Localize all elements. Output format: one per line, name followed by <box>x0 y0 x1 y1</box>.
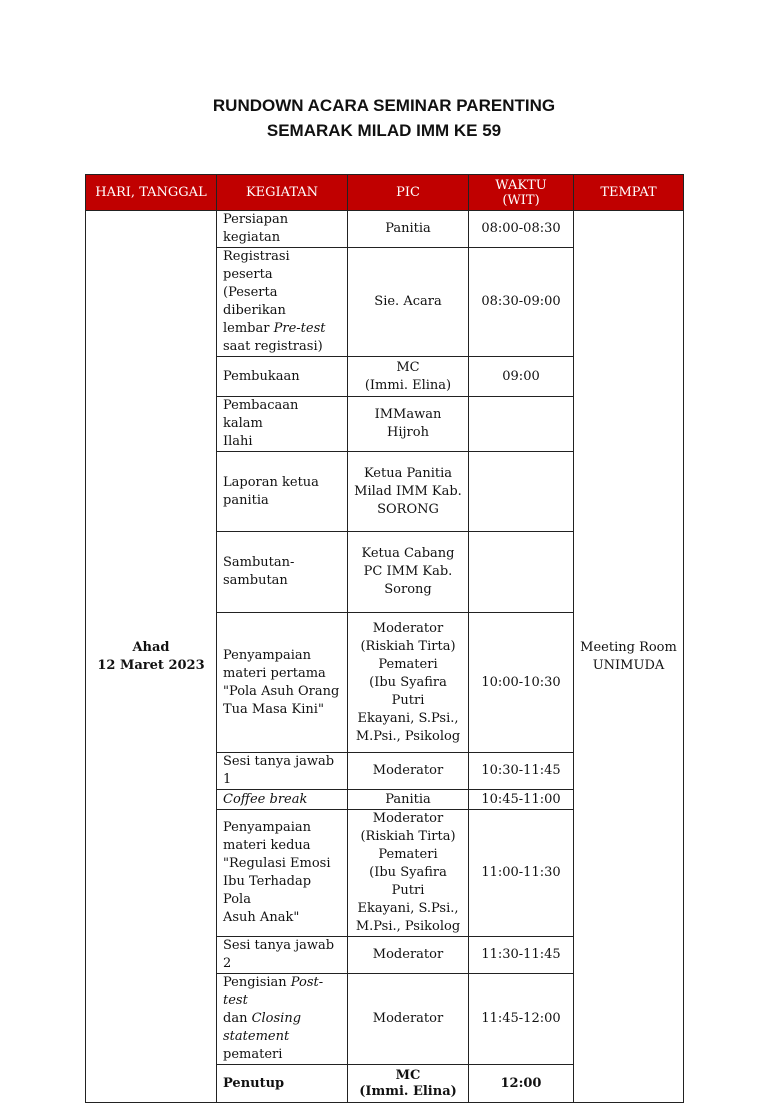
document-title-line2: SEMARAK MILAD IMM KE 59 <box>266 121 502 140</box>
activity-cell: Sesi tanya jawab 2 <box>217 937 348 974</box>
day-date-cell <box>86 211 217 1103</box>
activity-cell: Penutup <box>217 1065 348 1103</box>
table-row <box>86 211 684 248</box>
pic-cell: Sie. Acara <box>348 248 469 357</box>
pic-cell: Moderator (Riskiah Tirta) Pemateri (Ibu Syafira Putri Ekayani, S.Psi., M.Psi., Psikolog <box>348 810 469 937</box>
rundown-table <box>85 174 684 1103</box>
time-cell: 11:00-11:30 <box>469 810 574 937</box>
pic-cell: Moderator <box>348 753 469 790</box>
pic-cell: Moderator <box>348 974 469 1065</box>
place-cell: Meeting Room UNIMUDA <box>574 211 684 1103</box>
time-cell: 10:45-11:00 <box>469 790 574 810</box>
activity-cell: Penyampaian materi pertama "Pola Asuh Orang Tua Masa Kini" <box>217 613 348 753</box>
header-time: WAKTU (WIT) <box>469 175 574 211</box>
activity-cell: Registrasi peserta (Peserta diberikan lembar Pre-test saat registrasi) <box>217 248 348 357</box>
activity-cell: Coffee break <box>217 790 348 810</box>
pic-cell: MC (Immi. Elina) <box>348 1065 469 1103</box>
pic-cell: Moderator <box>348 937 469 974</box>
activity-cell: Pengisian Post-test dan Closing statement pemateri <box>217 974 348 1065</box>
day-name: Ahad <box>132 639 170 655</box>
time-cell <box>469 397 574 452</box>
header-place: TEMPAT <box>574 175 684 211</box>
activity-cell: Pembukaan <box>217 357 348 397</box>
time-cell <box>469 532 574 613</box>
pic-cell: IMMawan Hijroh <box>348 397 469 452</box>
document-title-line1: RUNDOWN ACARA SEMINAR PARENTING <box>212 96 556 115</box>
activity-cell: Persiapan kegiatan <box>217 211 348 248</box>
pic-cell: Panitia <box>348 211 469 248</box>
pic-cell: Panitia <box>348 790 469 810</box>
header-day: HARI, TANGGAL <box>86 175 217 211</box>
time-cell: 08:00-08:30 <box>469 211 574 248</box>
activity-cell: Laporan ketua panitia <box>217 452 348 532</box>
activity-cell: Sesi tanya jawab 1 <box>217 753 348 790</box>
day-date: 12 Maret 2023 <box>97 657 205 673</box>
header-pic: PIC <box>348 175 469 211</box>
time-cell <box>469 452 574 532</box>
time-cell: 11:30-11:45 <box>469 937 574 974</box>
time-cell: 10:00-10:30 <box>469 613 574 753</box>
activity-cell: Pembacaan kalam Ilahi <box>217 397 348 452</box>
time-cell: 09:00 <box>469 357 574 397</box>
time-cell: 10:30-11:45 <box>469 753 574 790</box>
time-cell: 11:45-12:00 <box>469 974 574 1065</box>
activity-cell: Sambutan- sambutan <box>217 532 348 613</box>
header-activity: KEGIATAN <box>217 175 348 211</box>
table-header-row <box>86 175 684 211</box>
pic-cell: Moderator (Riskiah Tirta) Pemateri (Ibu Syafira Putri Ekayani, S.Psi., M.Psi., Psikolog <box>348 613 469 753</box>
time-cell: 12:00 <box>469 1065 574 1103</box>
pic-cell: Ketua Panitia Milad IMM Kab. SORONG <box>348 452 469 532</box>
activity-cell: Penyampaian materi kedua "Regulasi Emosi Ibu Terhadap Pola Asuh Anak" <box>217 810 348 937</box>
time-cell: 08:30-09:00 <box>469 248 574 357</box>
pic-cell: Ketua Cabang PC IMM Kab. Sorong <box>348 532 469 613</box>
pic-cell: MC (Immi. Elina) <box>348 357 469 397</box>
